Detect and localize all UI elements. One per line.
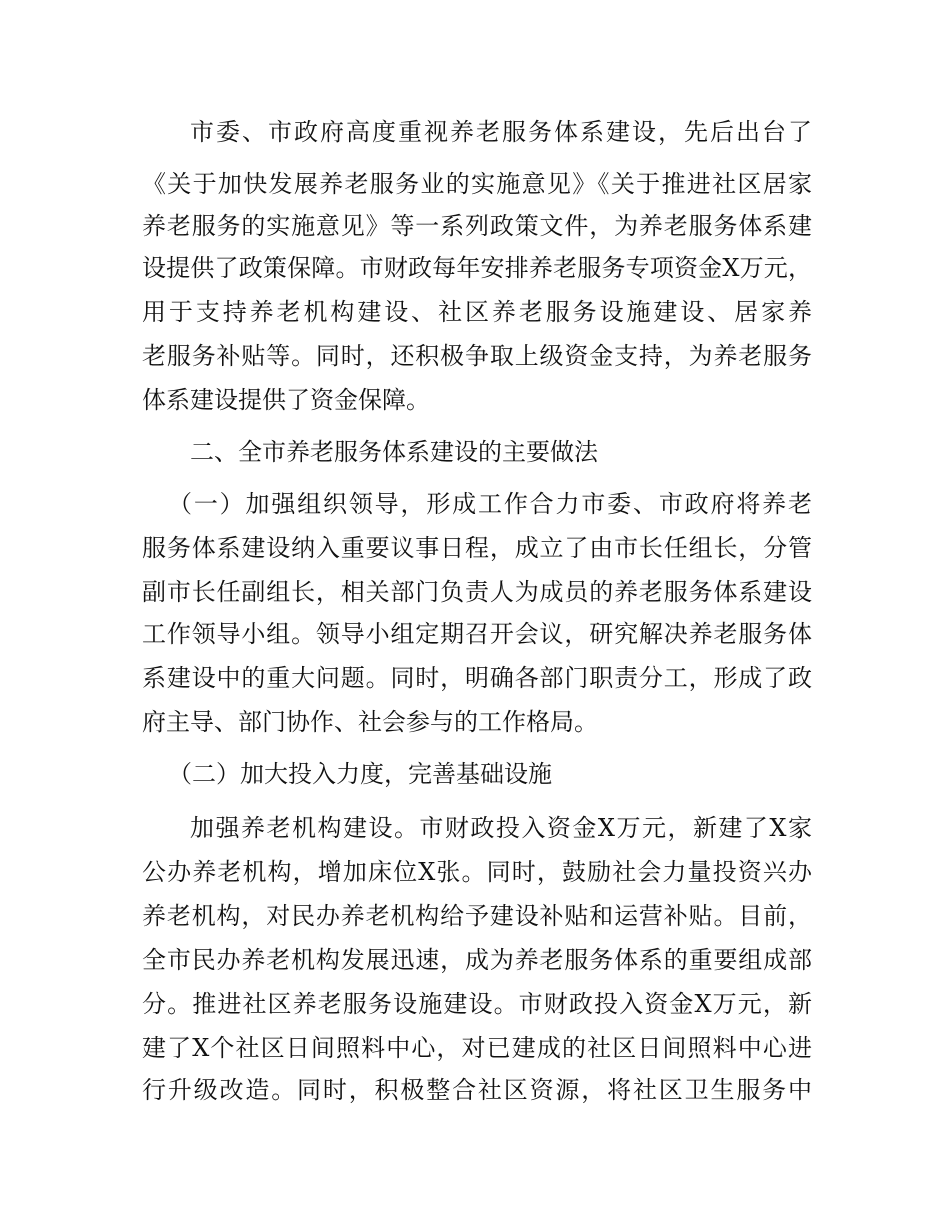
- subsection-heading-2: （二）加大投入力度，完善基础设施: [168, 760, 552, 788]
- subsection-1-line-4: 工作领导小组。领导小组定期召开会议，研究解决养老服务体: [142, 620, 812, 648]
- section-heading-2: 二、全市养老服务体系建设的主要做法: [190, 438, 598, 466]
- paragraph-3-line-3: 养老机构，对民办养老机构给予建设补贴和运营补贴。目前，: [142, 902, 812, 930]
- paragraph-1-line-6: 老服务补贴等。同时，还积极争取上级资金支持，为养老服务: [142, 342, 812, 370]
- paragraph-3-line-2: 公办养老机构，增加床位X张。同时，鼓励社会力量投资兴办: [142, 858, 812, 886]
- paragraph-3-line-7: 行升级改造。同时，积极整合社区资源，将社区卫生服务中: [142, 1076, 812, 1104]
- subsection-1-line-6: 府主导、部门协作、社会参与的工作格局。: [142, 708, 598, 736]
- paragraph-1-line-3: 养老服务的实施意见》等一系列政策文件，为养老服务体系建: [142, 212, 812, 240]
- paragraph-1-line-4: 设提供了政策保障。市财政每年安排养老服务专项资金X万元，: [142, 254, 812, 282]
- subsection-1-line-3: 副市长任副组长，相关部门负责人为成员的养老服务体系建设: [142, 578, 812, 606]
- paragraph-1-line-1: 市委、市政府高度重视养老服务体系建设，先后出台了: [190, 118, 812, 146]
- paragraph-3-line-4: 全市民办养老机构发展迅速，成为养老服务体系的重要组成部: [142, 946, 812, 974]
- paragraph-1-line-5: 用于支持养老机构建设、社区养老服务设施建设、居家养: [142, 298, 812, 326]
- subsection-1-line-1: （一）加强组织领导，形成工作合力市委、市政府将养老: [168, 490, 812, 518]
- paragraph-1-line-7: 体系建设提供了资金保障。: [142, 386, 430, 414]
- paragraph-3-line-1: 加强养老机构建设。市财政投入资金X万元，新建了X家: [190, 814, 812, 842]
- paragraph-3-line-6: 建了X个社区日间照料中心，对已建成的社区日间照料中心进: [142, 1034, 812, 1062]
- subsection-1-line-2: 服务体系建设纳入重要议事日程，成立了由市长任组长，分管: [142, 534, 812, 562]
- paragraph-3-line-5: 分。推进社区养老服务设施建设。市财政投入资金X万元，新: [142, 990, 812, 1018]
- subsection-1-line-5: 系建设中的重大问题。同时，明确各部门职责分工，形成了政: [142, 664, 812, 692]
- paragraph-1-line-2: 《关于加快发展养老服务业的实施意见》《关于推进社区居家: [142, 170, 812, 198]
